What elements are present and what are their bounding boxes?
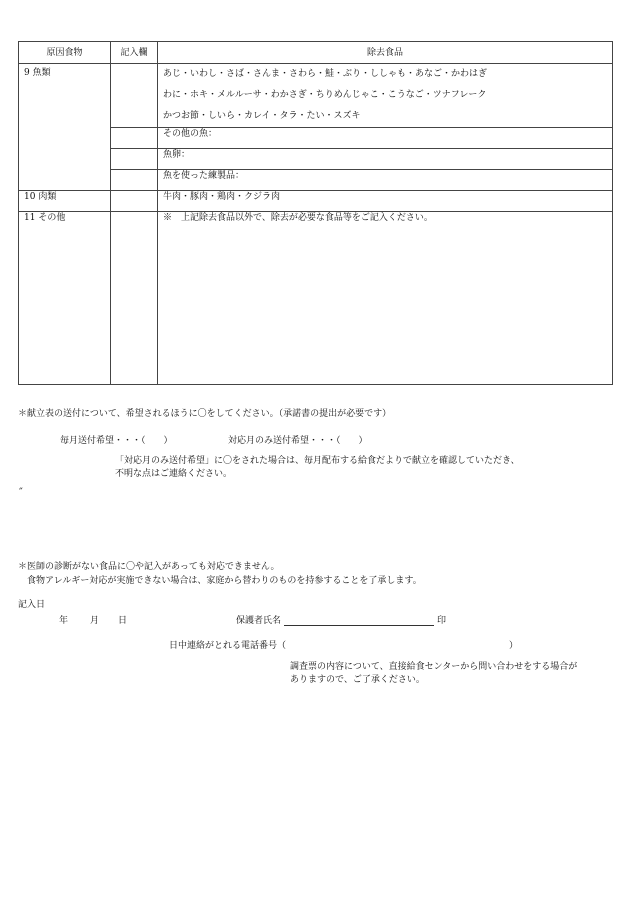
inquiry-note-line: 調査票の内容について、直接給食センターから問い合わせをする場合が <box>290 662 578 672</box>
table-header-row <box>19 42 613 64</box>
phone-close-paren: ） <box>509 641 519 651</box>
menu-note-line: 「対応月のみ送付希望」に〇をされた場合は、毎月配布する給食だよりで献立を確認していただき、 <box>115 456 520 466</box>
date-year[interactable]: 年 <box>59 616 69 626</box>
table-row-meat <box>19 191 613 212</box>
fish-list-line: わに・ホキ・メルルーサ・わかさぎ・ちりめんじゃこ・こうなご・ツナフレーク <box>163 90 487 100</box>
other-note[interactable]: ※ 上記除去食品以外で、除去が必要な食品等をご記入ください。 <box>158 212 613 385</box>
fish-list-line: あじ・いわし・さば・さんま・さわら・鮭・ぶり・ししゃも・あなご・かわはぎ <box>163 69 488 79</box>
header-excluded-foods: 除去食品 <box>158 42 613 64</box>
fish-other-label: その他の魚： <box>158 128 613 149</box>
date-label: 記入日 <box>18 600 46 610</box>
menu-option-monthly[interactable]: 毎月送付希望・・・（ ） <box>60 436 173 446</box>
table-row-fish <box>19 64 613 128</box>
menu-heading: ＊献立表の送付について、希望されるほうに〇をしてください。（承諾書の提出が必要です） <box>18 409 392 419</box>
table-row-other <box>19 212 613 385</box>
fish-list-line: かつお節・しいら・カレイ・タラ・たい・スズキ <box>163 111 361 121</box>
menu-note-line: 不明な点はご連絡ください。 <box>115 469 233 479</box>
header-entry-column: 記入欄 <box>111 42 158 64</box>
phone-label[interactable]: 日中連絡がとれる電話番号（ <box>169 641 287 651</box>
fish-list <box>158 64 613 128</box>
category-other: 11 その他 <box>19 212 111 385</box>
header-cause-food: 原因食物 <box>19 42 111 64</box>
inquiry-note-line: ありますので、ご了承ください。 <box>290 675 425 685</box>
fish-paste-label: 魚を使った練製品： <box>158 170 613 191</box>
seal-mark: 印 <box>437 616 447 626</box>
entry-cell-fish-other[interactable] <box>111 128 158 149</box>
entry-cell-fish[interactable] <box>111 64 158 128</box>
date-month[interactable]: 月 <box>90 616 100 626</box>
entry-cell-fish-roe[interactable] <box>111 149 158 170</box>
notice-line: ＊医師の診断がない食品に〇や記入があっても対応できません。 <box>18 562 280 572</box>
guardian-name-label: 保護者氏名 <box>236 616 282 626</box>
entry-cell-meat[interactable] <box>111 191 158 212</box>
stray-mark: ˝ <box>18 488 23 499</box>
entry-cell-other[interactable] <box>111 212 158 385</box>
meat-list: 牛肉・豚肉・鶏肉・クジラ肉 <box>158 191 613 212</box>
notice-line: 食物アレルギー対応が実施できない場合は、家庭から替わりのものを持参することを了承します。 <box>27 576 422 586</box>
allergy-table <box>18 41 613 385</box>
guardian-name-field[interactable] <box>236 613 446 626</box>
category-fish: 9 魚類 <box>19 64 111 191</box>
category-meat: 10 肉類 <box>19 191 111 212</box>
menu-option-applicable-month[interactable]: 対応月のみ送付希望・・・（ ） <box>228 436 368 446</box>
fish-roe-label: 魚卵： <box>158 149 613 170</box>
date-day[interactable]: 日 <box>118 616 128 626</box>
guardian-name-line[interactable] <box>284 615 434 626</box>
entry-cell-fish-paste[interactable] <box>111 170 158 191</box>
